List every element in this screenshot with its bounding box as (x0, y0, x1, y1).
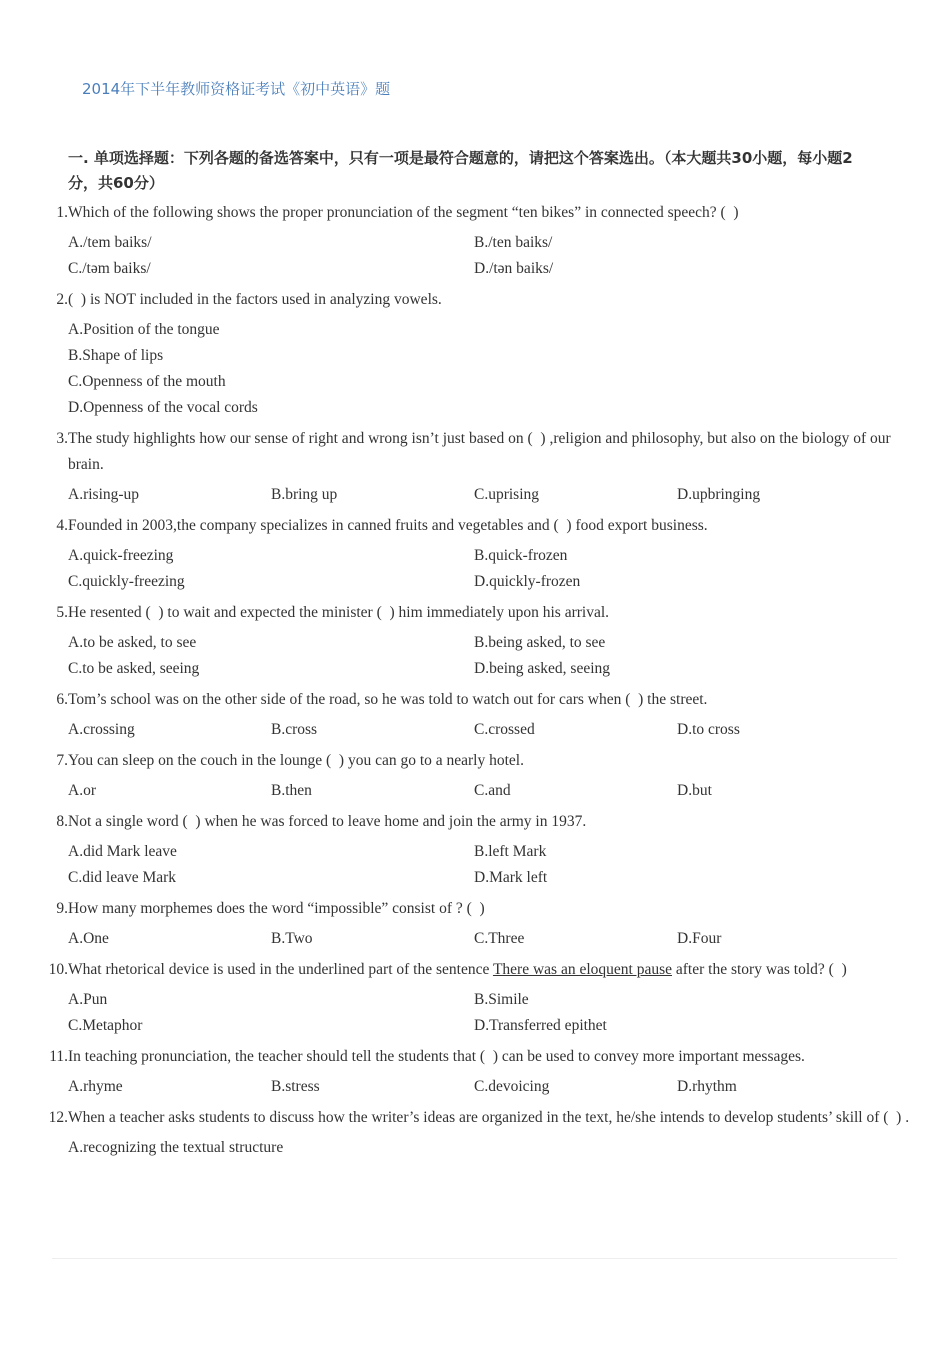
question-5 (0, 600, 950, 682)
question-text: You can sleep on the couch in the lounge ( ) you can go to a nearly hotel. (68, 752, 524, 769)
option-d: D.quickly-frozen (474, 573, 581, 590)
option-b: B.cross (271, 721, 318, 738)
option-c: C.Three (474, 930, 525, 947)
option-a: A.or (68, 782, 96, 799)
question-text: Which of the following shows the proper pronunciation of the segment “ten bikes” in connected speech? ( ) (68, 204, 739, 221)
option-b: B.Simile (474, 991, 529, 1008)
option-a: A./tem baiks/ (68, 234, 152, 251)
question-8 (0, 809, 950, 891)
option-a: A.One (68, 930, 109, 947)
option-a: A.to be asked, to see (68, 634, 197, 651)
question-number: 4. (56, 517, 68, 534)
question-text: How many morphemes does the word “impossible” consist of ? ( ) (68, 900, 485, 917)
question-4 (0, 513, 950, 595)
option-c: C.to be asked, seeing (68, 660, 200, 677)
question-number: 11. (49, 1048, 68, 1065)
question-2 (0, 287, 950, 421)
option-b: B./ten baiks/ (474, 234, 553, 251)
option-list (68, 1135, 880, 1161)
option-list (68, 1074, 880, 1100)
option-d: D.Openness of the vocal cords (68, 399, 258, 416)
option-list (68, 717, 880, 743)
question-9 (0, 896, 950, 952)
option-a: A.Position of the tongue (68, 321, 220, 338)
option-c: C.quickly-freezing (68, 573, 185, 590)
question-text-before: What rhetorical device is used in the underlined part of the sentence (68, 961, 493, 978)
question-number: 7. (56, 752, 68, 769)
option-b: B.bring up (271, 486, 338, 503)
section-heading: 一. 单项选择题：下列各题的备选答案中，只有一项是最符合题意的，请把这个答案选出。（本大题共30小题，每小题2分，共60分） (68, 149, 853, 192)
option-c: C.Openness of the mouth (68, 373, 226, 390)
option-d: D.Mark left (474, 869, 548, 886)
question-number: 10. (48, 961, 68, 978)
question-number: 8. (56, 813, 68, 830)
option-list (68, 482, 880, 508)
question-text: Founded in 2003,the company specializes in canned fruits and vegetables and ( ) food export business. (68, 517, 708, 534)
option-a: A.Pun (68, 991, 108, 1008)
question-number: 5. (56, 604, 68, 621)
option-list (68, 839, 880, 891)
option-d: D.being asked, seeing (474, 660, 611, 677)
option-list (68, 630, 880, 682)
question-6 (0, 687, 950, 743)
option-d: D.rhythm (677, 1078, 737, 1095)
option-d: D./tən baiks/ (474, 260, 554, 277)
option-a: A.quick-freezing (68, 547, 174, 564)
question-text: ( ) is NOT included in the factors used in analyzing vowels. (68, 291, 442, 308)
option-b: B.stress (271, 1078, 320, 1095)
option-b: B.left Mark (474, 843, 547, 860)
option-a: A.rhyme (68, 1078, 123, 1095)
question-number: 9. (56, 900, 68, 917)
option-c: C.crossed (474, 721, 535, 738)
option-c: C.did leave Mark (68, 869, 177, 886)
option-c: C.and (474, 782, 511, 799)
option-list (68, 230, 880, 282)
option-b: B.then (271, 782, 312, 799)
question-11 (0, 1044, 950, 1100)
option-a: A.rising-up (68, 486, 140, 503)
option-a: A.did Mark leave (68, 843, 177, 860)
option-a: A.recognizing the textual structure (68, 1139, 284, 1156)
option-list (68, 778, 880, 804)
question-text: Tom’s school was on the other side of the road, so he was told to watch out for cars when ( ) the street. (68, 691, 708, 708)
option-c: C.uprising (474, 486, 540, 503)
page-divider (52, 1258, 897, 1259)
question-number: 2. (56, 291, 68, 308)
question-12 (0, 1105, 950, 1161)
option-list (68, 543, 880, 595)
option-b: B.being asked, to see (474, 634, 606, 651)
option-list (68, 926, 880, 952)
question-text-after: after the story was told? ( ) (672, 961, 847, 978)
question-text: In teaching pronunciation, the teacher should tell the students that ( ) can be used to convey more important messages. (68, 1048, 805, 1065)
question-text: Not a single word ( ) when he was forced to leave home and join the army in 1937. (68, 813, 587, 830)
option-d: D.Four (677, 930, 722, 947)
question-text: He resented ( ) to wait and expected the minister ( ) him immediately upon his arrival. (68, 604, 610, 621)
question-number: 1. (56, 204, 68, 221)
question-1 (0, 200, 950, 282)
question-10 (0, 957, 950, 1039)
question-3 (0, 426, 950, 508)
question-number: 12. (48, 1109, 68, 1126)
document-title: 2014年下半年教师资格证考试《初中英语》题 (82, 80, 391, 98)
option-d: D.to cross (677, 721, 740, 738)
option-list (68, 987, 880, 1039)
option-d: D.upbringing (677, 486, 761, 503)
option-d: D.Transferred epithet (474, 1017, 607, 1034)
question-number: 3. (56, 430, 68, 447)
question-list (0, 200, 950, 1166)
option-d: D.but (677, 782, 712, 799)
option-a: A.crossing (68, 721, 135, 738)
question-text (68, 957, 910, 983)
option-c: C.devoicing (474, 1078, 550, 1095)
option-list (68, 317, 880, 421)
option-c: C.Metaphor (68, 1017, 143, 1034)
option-b: B.Two (271, 930, 313, 947)
underlined-sentence-part: There was an eloquent pause (492, 961, 672, 978)
option-b: B.Shape of lips (68, 347, 164, 364)
question-text: When a teacher asks students to discuss how the writer’s ideas are organized in the text, he/she intends to develop students’ skill of ( ) . (68, 1109, 910, 1126)
question-number: 6. (56, 691, 68, 708)
question-text: The study highlights how our sense of right and wrong isn’t just based on ( ) ,religion and philosophy, but also on the biology of our brain. (68, 430, 891, 473)
option-c: C./təm baiks/ (68, 260, 151, 277)
option-b: B.quick-frozen (474, 547, 568, 564)
question-7 (0, 748, 950, 804)
